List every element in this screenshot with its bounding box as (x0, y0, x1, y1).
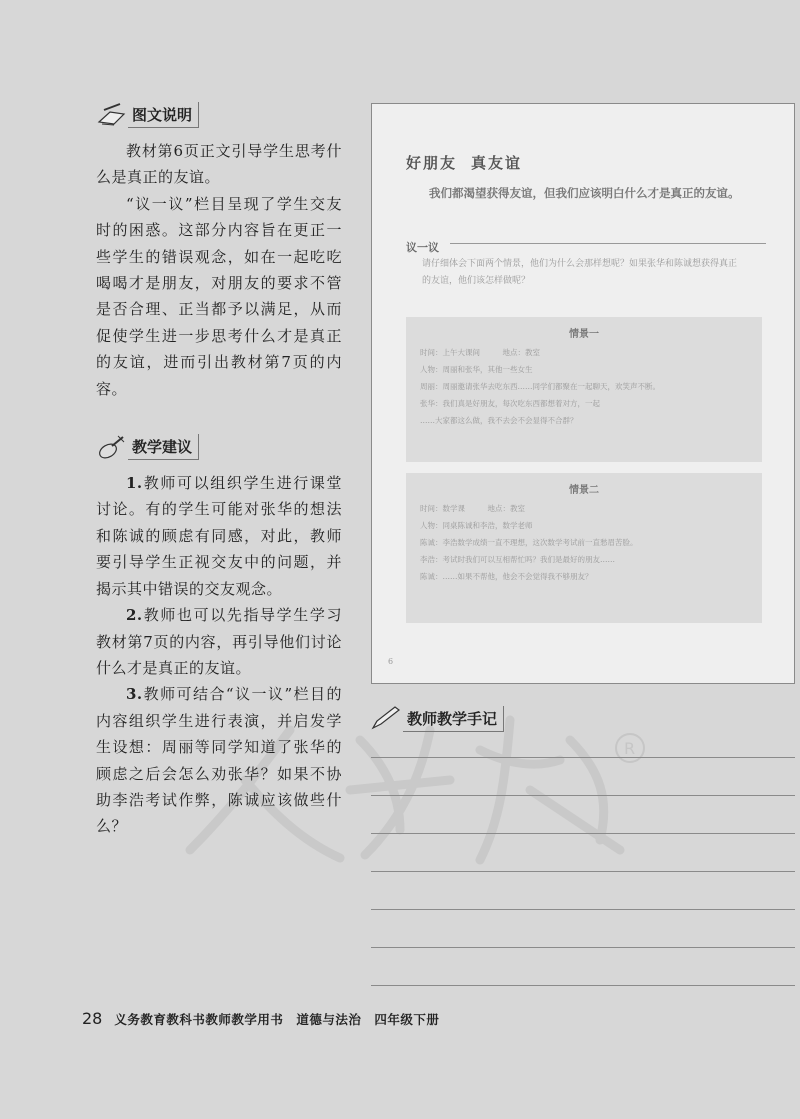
section-title: 图文说明 (128, 102, 199, 128)
scene-line: 陈诚：李浩数学成绩一直不理想，这次数学考试前一直愁眉苦脸。 (420, 538, 638, 547)
book-pen-icon (96, 102, 126, 128)
body-paragraph: “议一议”栏目呈现了学生交友时的困惑。这部分内容旨在更正一些学生的错误观念，如在一起吃吃喝喝才是朋友，对朋友的要求不管是否合理、正当都予以满足，从而促使学生进一步思考什么才是真正的友谊，进而引出教材第7页的内容。 (96, 194, 342, 398)
suggestion-item (96, 470, 342, 602)
writing-line (371, 757, 795, 758)
scene-line: 时间：数学课 地点：教室 (420, 504, 525, 513)
writing-line (371, 833, 795, 834)
item-text: 教师可结合“议一议”栏目的内容组织学生进行表演，并启发学生设想：周丽等同学知道了张华的顾虑之后会怎么劝张华？如果不协助李浩考试作弊，陈诚应该做些什么？ (96, 685, 342, 836)
scene-line: 陈诚：……如果不帮他，他会不会觉得我不够朋友？ (420, 572, 593, 581)
scene-line: 张华：我们真是好朋友，每次吃东西都想着对方，一起 (420, 399, 600, 408)
writing-line (371, 871, 795, 872)
excerpt-intro: 我们都渴望获得友谊，但我们应该明白什么才是真正的友谊。 (429, 186, 740, 200)
writing-line (371, 985, 795, 986)
excerpt-title-part: 好朋友 (406, 154, 458, 172)
scene-line: 人物：周丽和张华，其他一些女生 (420, 365, 533, 374)
teacher-notes-header (371, 703, 504, 735)
svg-text:R: R (624, 739, 636, 758)
item-text: 教师也可以先指导学生学习教材第7页的内容，再引导他们讨论什么才是真正的友谊。 (96, 606, 342, 677)
section-header-illustration (96, 100, 342, 130)
writing-line (371, 947, 795, 948)
section-title: 教学建议 (128, 434, 199, 460)
discussion-header (406, 236, 766, 254)
excerpt-title (406, 152, 522, 173)
scene-line: 李浩：考试时我们可以互相帮忙吗？我们是最好的朋友…… (420, 555, 615, 564)
discussion-label: 议一议 (406, 241, 443, 254)
writing-line (371, 795, 795, 796)
excerpt-title-part: 真友谊 (471, 154, 523, 172)
notes-title: 教师教学手记 (403, 706, 504, 732)
page-footer (82, 1009, 439, 1028)
divider (450, 243, 766, 244)
scene-line: 人物：同桌陈诚和李浩，数学老师 (420, 521, 533, 530)
scene-line: 周丽：周丽邀请张华去吃东西……同学们都聚在一起聊天，欢笑声不断。 (420, 382, 660, 391)
discussion-text: 请仔细体会下面两个情景，他们为什么会那样想呢？如果张华和陈诚想获得真正的友谊，他们该怎样做呢？ (422, 259, 738, 286)
scene-title: 情景二 (569, 485, 599, 496)
textbook-excerpt (371, 103, 795, 684)
item-text: 教师可以组织学生进行课堂讨论。有的学生可能对张华的想法和陈诚的顾虑有同感，对此，教师要引导学生正视交友中的问题，并揭示其中错误的交友观念。 (96, 474, 342, 598)
scene-box (406, 317, 762, 462)
guide-column (96, 100, 342, 840)
suggestion-item (96, 681, 342, 839)
scene-line: 时间：上午大课间 地点：教室 (420, 348, 540, 357)
violin-icon (96, 434, 126, 460)
scene-box (406, 473, 762, 623)
item-number: 1. (126, 474, 143, 493)
pen-icon (371, 706, 401, 732)
book-title: 义务教育教科书教师教学用书 道德与法治 四年级下册 (114, 1012, 440, 1027)
writing-line (371, 909, 795, 910)
scene-line: ……大家都这么做，我不去会不会显得不合群？ (420, 416, 578, 425)
item-number: 3. (126, 685, 143, 704)
body-paragraph: 教材第6页正文引导学生思考什么是真正的友谊。 (96, 142, 342, 187)
excerpt-page-number: 6 (388, 657, 394, 666)
scene-title: 情景一 (569, 329, 599, 340)
item-number: 2. (126, 606, 143, 625)
suggestion-item (96, 602, 342, 681)
section-header-suggestions (96, 432, 342, 462)
page-number: 28 (82, 1009, 103, 1028)
